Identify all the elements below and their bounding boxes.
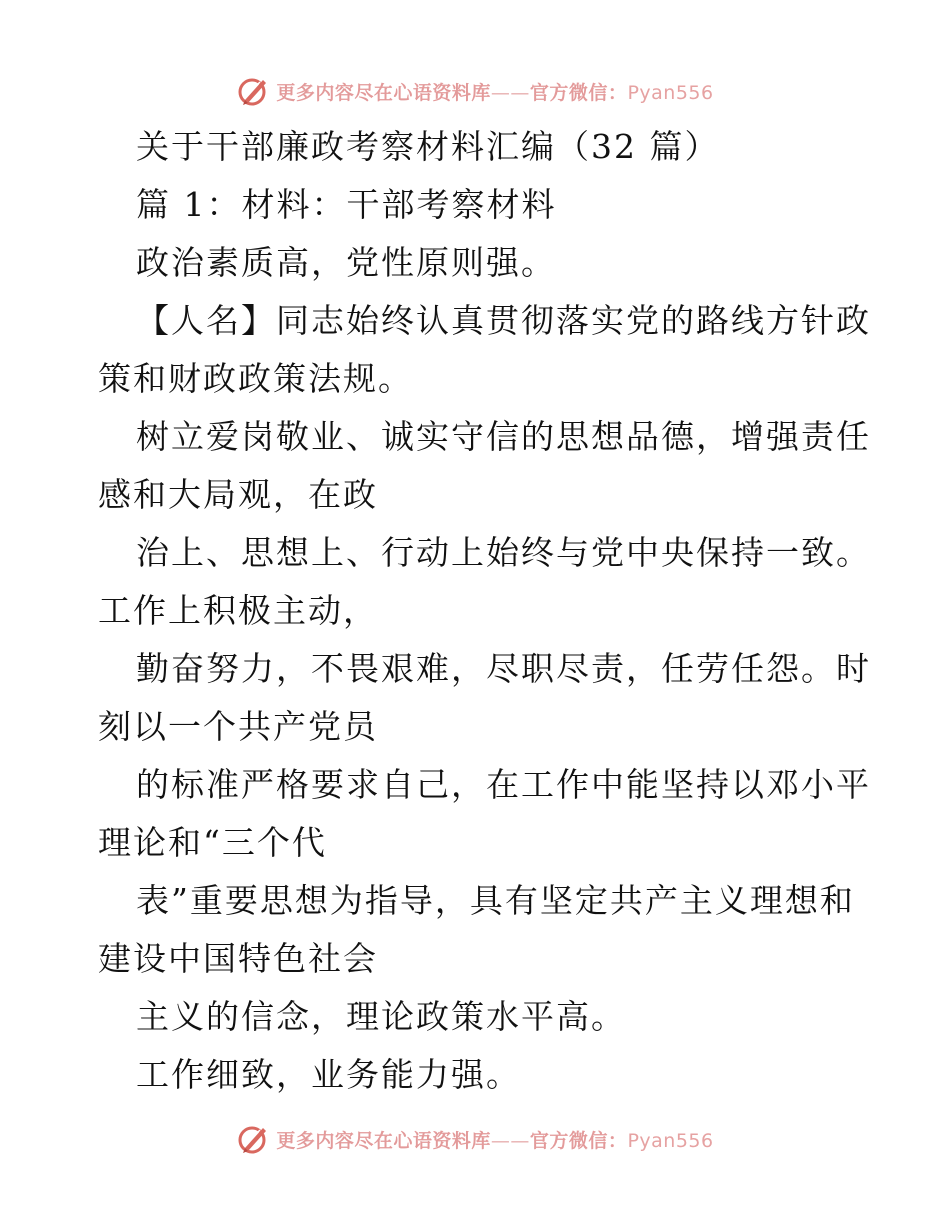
paragraph-line: 感和大局观，在政 [98,475,378,514]
pen-logo-icon [236,1122,270,1156]
paragraph-line: 【人名】同志始终认真贯彻落实党的路线方针政 [136,301,871,340]
paragraph-line: 树立爱岗敬业、诚实守信的思想品德，增强责任 [136,417,871,456]
watermark-wechat-label: 官方微信： [529,1129,628,1152]
paragraph-line: 策和财政政策法规。 [98,359,413,398]
paragraph-line: 勤奋努力，不畏艰难，尽职尽责，任劳任怨。时 [136,649,871,688]
header-watermark-banner [0,71,950,111]
paragraph-line: 主义的信念，理论政策水平高。 [136,997,626,1036]
watermark-dash: —— [490,81,530,104]
watermark-text [276,78,713,105]
document-title: 关于干部廉政考察材料汇编（32 篇） [136,127,720,166]
document-body [98,118,871,1104]
paragraph-line: 刻以一个共产党员 [98,707,378,746]
paragraph-line: 理论和“三个代 [98,823,327,862]
paragraph-line: 表”重要思想为指导，具有坚定共产主义理想和 [136,881,855,920]
footer-watermark-banner [0,1119,950,1159]
watermark-wechat-id: Pyan556 [627,1129,714,1152]
watermark-wechat-id: Pyan556 [627,81,714,104]
paragraph-line: 治上、思想上、行动上始终与党中央保持一致。 [136,533,871,572]
paragraph-line: 工作上积极主动， [98,591,378,630]
paragraph-line: 政治素质高，党性原则强。 [136,243,556,282]
pen-logo-icon [236,74,270,108]
watermark-site-name: 更多内容尽在心语资料库 [276,1129,491,1152]
section-heading: 篇 1：材料：干部考察材料 [136,185,557,224]
paragraph-line: 建设中国特色社会 [98,939,378,978]
watermark-site-name: 更多内容尽在心语资料库 [276,81,491,104]
watermark-text [276,1126,713,1153]
paragraph-line: 的标准严格要求自己，在工作中能坚持以邓小平 [136,765,871,804]
paragraph-line: 工作细致，业务能力强。 [136,1055,521,1094]
watermark-wechat-label: 官方微信： [529,81,628,104]
watermark-dash: —— [490,1129,530,1152]
